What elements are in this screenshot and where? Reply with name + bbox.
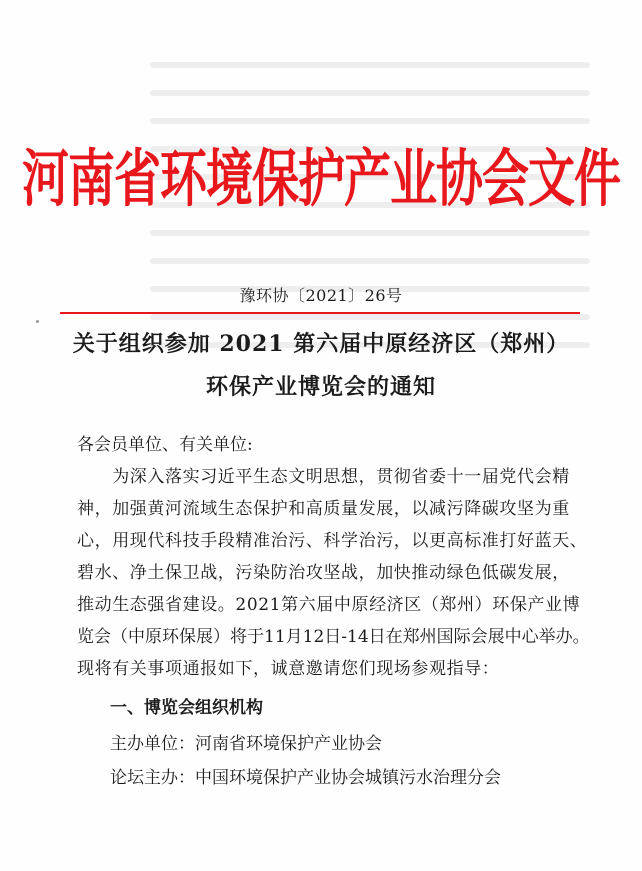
scan-speck <box>36 320 39 323</box>
red-divider-line <box>60 312 580 314</box>
body-line: 神，加强黄河流域生态保护和高质量发展，以减污降碳攻坚为重 <box>77 499 570 519</box>
addressee: 各会员单位、有关单位: <box>77 435 253 455</box>
document-number: 豫环协〔2021〕26号 <box>239 286 403 305</box>
body-line: 推动生态强省建设。2021第六届中原经济区（郑州）环保产业博 <box>77 595 581 615</box>
forum-organizer: 论坛主办：中国环境保护产业协会城镇污水治理分会 <box>110 768 501 788</box>
bleed-through-shadow <box>150 40 590 480</box>
org-document-header: 河南省环境保护产业协会文件 <box>22 143 620 216</box>
body-line: 为深入落实习近平生态文明思想，贯彻省委十一届党代会精 <box>77 467 570 487</box>
notice-title-line-1: 关于组织参加 2021 第六届中原经济区（郑州） <box>72 331 570 357</box>
notice-title-line-2: 环保产业博览会的通知 <box>205 374 436 400</box>
section-heading: 一、博览会组织机构 <box>110 698 263 718</box>
body-line: 现将有关事项通报如下，诚意邀请您们现场参观指导： <box>77 659 500 679</box>
body-line: 心，用现代科技手段精准治污、科学治污，以更高标准打好蓝天、 <box>77 531 588 551</box>
body-line: 碧水、净土保卫战，污染防治攻坚战，加快推动绿色低碳发展， <box>77 563 570 583</box>
body-line: 览会（中原环保展）将于11月12日-14日在郑州国际会展中心举办。 <box>77 627 590 647</box>
host-organization: 主办单位：河南省环境保护产业协会 <box>110 734 382 754</box>
